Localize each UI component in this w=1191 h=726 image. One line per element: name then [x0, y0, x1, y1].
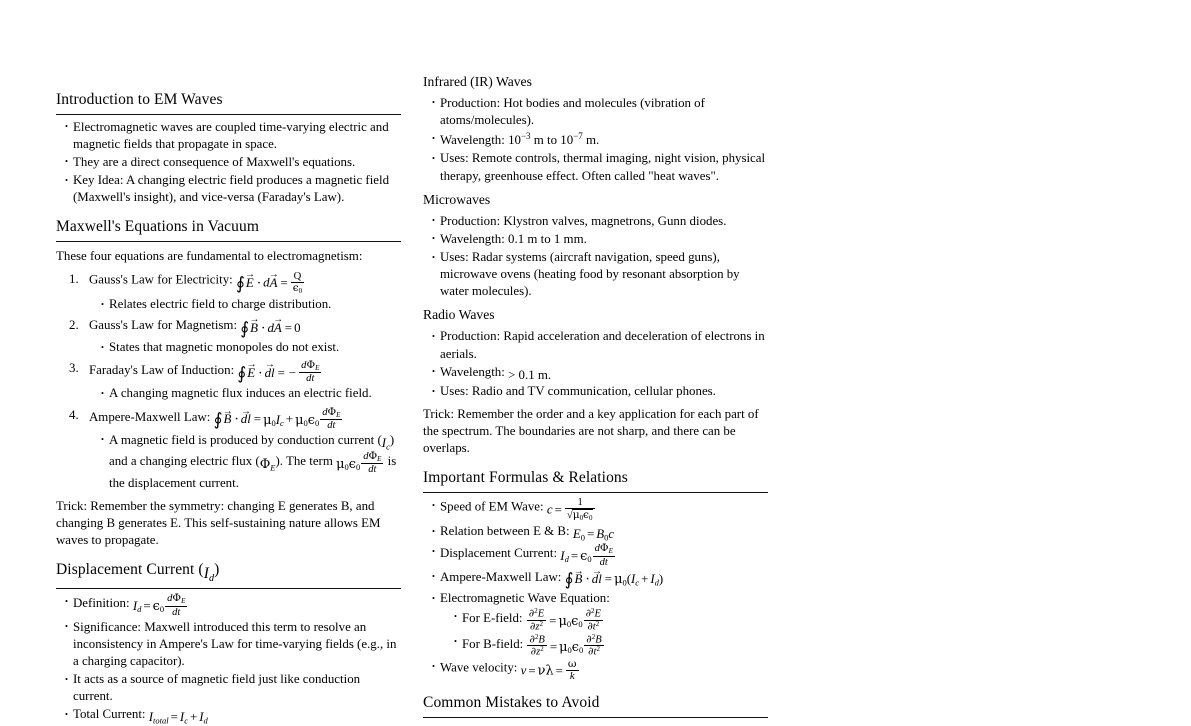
- equation-label: Gauss's Law for Magnetism:: [89, 318, 238, 333]
- list-item-wave-equation: [432, 590, 768, 658]
- list-item: [101, 432, 401, 493]
- sub-bullet-list: [89, 296, 401, 313]
- formula-label: For B-field:: [462, 636, 524, 651]
- list-item: [432, 130, 768, 149]
- base: 10: [560, 133, 574, 148]
- value-wavelength-to: [560, 133, 582, 147]
- list-item-speed-of-em-wave: [432, 497, 768, 522]
- list-item: • Production: Klystron valves, magnetrons, Gunn diodes.: [432, 213, 768, 230]
- value-wavelength-from: [508, 133, 530, 147]
- wavelength-label: Wavelength:: [440, 133, 505, 148]
- wave-equation-sub-list: [440, 608, 768, 658]
- microwaves-bullet-list: [423, 213, 768, 301]
- list-item-displacement-current: [432, 543, 768, 567]
- list-item-e-b-relation: [432, 523, 768, 542]
- note-part-c: ). The term: [275, 453, 337, 468]
- sub-bullet-list: [89, 339, 401, 356]
- formula-label: Ampere-Maxwell Law:: [440, 569, 562, 584]
- equation-e-b-relation: $E_0 = B_0c$: [572, 527, 615, 543]
- equation-displacement-definition: $I_d = \epsilon_0$ $\frac{d\Phi_E}{dt}$: [132, 592, 186, 618]
- equation-label: Ampere-Maxwell Law:: [89, 409, 211, 424]
- symbol-electric-flux: $\Phi_E$: [259, 456, 276, 473]
- note-part-a: A magnetic field is produced by conduction current (: [109, 432, 382, 447]
- list-item-gauss-electricity: [69, 271, 401, 313]
- list-item: [65, 593, 401, 617]
- list-item: • Relates electric field to charge distribution.: [101, 296, 401, 313]
- heading-common-mistakes: Common Mistakes to Avoid: [423, 694, 768, 718]
- two-column-layout: [56, 74, 768, 726]
- heading-introduction: Introduction to EM Waves: [56, 91, 401, 115]
- wavelength-label: Wavelength:: [440, 364, 505, 379]
- equation-ampere-maxwell-integral: ∮B → ⋅ dl → = $\mu_0(I_c + I_d)$: [565, 571, 664, 589]
- exponent: −7: [573, 131, 583, 142]
- heading-infrared-waves: Infrared (IR) Waves: [423, 74, 532, 89]
- heading-suffix: ): [214, 561, 220, 579]
- exponent: −3: [520, 131, 531, 142]
- list-item: [65, 706, 401, 725]
- wavelength-value: > 0.1 m.: [508, 367, 552, 382]
- list-item-faraday: [69, 360, 401, 402]
- maxwell-trick-text: Trick: Remember the symmetry: changing E generates B, and changing B generates E. This self-sustaining nature allows EM waves to propagate.: [56, 499, 381, 548]
- formula-label: Displacement Current:: [440, 546, 558, 561]
- formula-label: Wave velocity:: [440, 660, 518, 675]
- heading-radio-waves: Radio Waves: [423, 307, 495, 323]
- formula-label: Relation between E & B:: [440, 524, 570, 539]
- list-item: • Production: Rapid acceleration and deceleration of electrons in aerials.: [432, 328, 768, 362]
- list-item-e-field: [454, 608, 768, 632]
- list-item-b-field: [454, 634, 768, 658]
- list-item: • Uses: Remote controls, thermal imaging, night vision, physical therapy, greenhouse effect. Often called "heat waves".: [432, 150, 768, 184]
- formula-label: For E-field:: [462, 611, 523, 626]
- formula-label: Electromagnetic Wave Equation:: [440, 591, 610, 606]
- radio-waves-bullet-list: [423, 328, 768, 400]
- maxwell-equations-list: [56, 271, 401, 492]
- right-column: [423, 74, 768, 711]
- formulas-bullet-list: [423, 497, 768, 682]
- symbol-conduction-current: $I_c$: [381, 435, 390, 452]
- equation-wave-e-field: $\frac{\partial^2E}{\partial z^2}$ = $\mu_0\epsilon_0$ $\frac{\partial^2E}{\partial t^2}$: [528, 607, 601, 633]
- equation-label: Faraday's Law of Induction:: [89, 363, 235, 378]
- wavelength-mid: m to: [530, 133, 561, 148]
- equation-wave-velocity: v = νλ = $\frac{\omega}{k}$: [520, 657, 577, 682]
- list-item: • Uses: Radio and TV communication, cellular phones.: [432, 383, 768, 400]
- equation-gauss-magnetism: ∮B → ⋅ dA → = 0: [240, 320, 300, 338]
- bullet-label: Definition:: [73, 596, 130, 611]
- equation-label: Gauss's Law for Electricity:: [89, 272, 233, 287]
- list-item: • It acts as a source of magnetic field just like conduction current.: [65, 671, 401, 705]
- list-item: • Significance: Maxwell introduced this term to resolve an inconsistency in Ampere's Law for time-varying fields (e.g., in a charging capacitor).: [65, 619, 401, 670]
- wavelength-suffix: m.: [582, 133, 600, 148]
- list-item-ampere-maxwell: [432, 569, 768, 590]
- bullet-label: Total Current:: [73, 707, 146, 722]
- maxwell-intro-text: These four equations are fundamental to electromagnetism:: [56, 248, 363, 263]
- symbol-displacement-current: $I_d$: [203, 564, 215, 584]
- list-item: • They are a direct consequence of Maxwell's equations.: [65, 154, 401, 171]
- list-item: • Wavelength: 0.1 m to 1 mm.: [432, 231, 768, 248]
- equation-displacement-term: $\mu_0\epsilon_0$ $\frac{d\Phi_E}{dt}$: [336, 449, 382, 476]
- note-part-b: ) and a changing electric flux (: [109, 432, 395, 468]
- list-item: • Key Idea: A changing electric field produces a magnetic field (Maxwell's insight), and vice-versa (Faraday's Law).: [65, 172, 401, 206]
- heading-displacement-current: [56, 561, 401, 589]
- list-item: • Electromagnetic waves are coupled time-varying electric and magnetic fields that propagate in space.: [65, 119, 401, 153]
- list-item: • A changing magnetic flux induces an electric field.: [101, 385, 401, 402]
- list-item: • States that magnetic monopoles do not exist.: [101, 339, 401, 356]
- equation-total-current: $I_{total} = I_c + I_d$: [148, 710, 208, 726]
- formula-label: Speed of EM Wave:: [440, 499, 544, 514]
- sub-bullet-list: [89, 432, 401, 493]
- list-item: [432, 364, 768, 382]
- displacement-current-bullet-list: [56, 593, 401, 725]
- heading-prefix: Displacement Current (: [56, 561, 204, 579]
- equation-speed-of-light: c = $\frac{1}{√\mu_0\epsilon_0}$: [547, 497, 597, 522]
- left-column: [56, 74, 401, 726]
- heading-microwaves: Microwaves: [423, 191, 491, 207]
- sub-bullet-list: [89, 385, 401, 402]
- list-item: • Uses: Radar systems (aircraft navigation, speed guns), microwave ovens (heating food by resonant absorption by water molecules).: [432, 249, 768, 300]
- base: 10: [508, 133, 521, 148]
- intro-bullet-list: [56, 119, 401, 207]
- value-radio-wavelength: [508, 369, 551, 383]
- equation-displacement-current: $I_d = \epsilon_0$ $\frac{d\Phi_E}{dt}$: [560, 542, 613, 568]
- list-item-ampere-maxwell: [69, 407, 401, 493]
- heading-maxwell-equations: Maxwell's Equations in Vacuum: [56, 218, 401, 242]
- equation-wave-b-field: $\frac{\partial^2B}{\partial z^2}$ = $\mu_0\epsilon_0$ $\frac{\partial^2B}{\partial t^2}$: [529, 632, 602, 658]
- equation-ampere-maxwell: ∮B → ⋅ dl → = $\mu_0I_c + \mu_0\epsilon_0$ $\frac{d\Phi_E}{dt}$: [214, 407, 344, 431]
- infrared-bullet-list: [423, 95, 768, 185]
- spectrum-trick-text: Trick: Remember the order and a key application for each part of the spectrum. The boundaries are not sharp, and there can be overlaps.: [423, 407, 759, 456]
- list-item: • Production: Hot bodies and molecules (vibration of atoms/molecules).: [432, 95, 768, 129]
- list-item-gauss-magnetism: [69, 317, 401, 356]
- list-item-wave-velocity: [432, 659, 768, 682]
- heading-important-formulas: Important Formulas & Relations: [423, 469, 768, 493]
- note-part-d: is the displacement current.: [109, 453, 397, 491]
- equation-faraday: ∮E → ⋅ dl → = − $\frac{d\Phi_E}{dt}$: [237, 360, 322, 384]
- equation-gauss-electricity: ∮E → ⋅ dA → = $\frac{Q}{\epsilon_0}$: [236, 271, 305, 295]
